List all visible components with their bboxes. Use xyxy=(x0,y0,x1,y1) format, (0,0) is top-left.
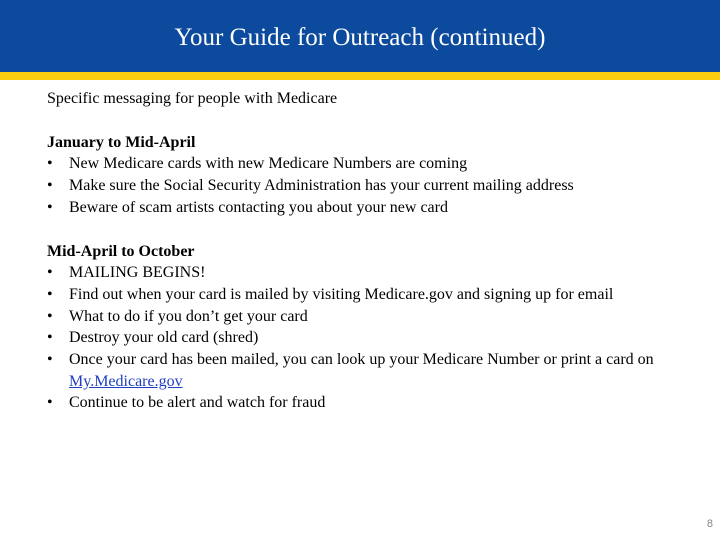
list-item: • Make sure the Social Security Administration has your current mailing address xyxy=(47,175,717,197)
list-item: • MAILING BEGINS! xyxy=(47,262,717,284)
section-heading: January to Mid-April xyxy=(47,133,196,151)
bullet-list xyxy=(47,262,717,414)
slide-body xyxy=(47,88,717,414)
header-stripe xyxy=(0,72,720,80)
list-item: • New Medicare cards with new Medicare Numbers are coming xyxy=(47,153,717,175)
intro-text: Specific messaging for people with Medicare xyxy=(47,90,338,107)
bullet-list xyxy=(47,153,717,218)
list-item: • Destroy your old card (shred) xyxy=(47,327,717,349)
list-item xyxy=(47,349,717,392)
slide-title: Your Guide for Outreach (continued) xyxy=(0,0,720,72)
list-item: • Beware of scam artists contacting you about your new card xyxy=(47,197,717,219)
page-number: 8 xyxy=(706,518,713,530)
list-item-text: Once your card has been mailed, you can look up your Medicare Number or print a card on xyxy=(69,351,654,369)
section-heading: Mid-April to October xyxy=(47,242,195,260)
my-medicare-link[interactable]: My.Medicare.gov xyxy=(69,372,183,390)
list-item: • What to do if you don’t get your card xyxy=(47,306,717,328)
list-item: • Continue to be alert and watch for fraud xyxy=(47,392,717,414)
list-item: • Find out when your card is mailed by visiting Medicare.gov and signing up for email xyxy=(47,284,717,306)
